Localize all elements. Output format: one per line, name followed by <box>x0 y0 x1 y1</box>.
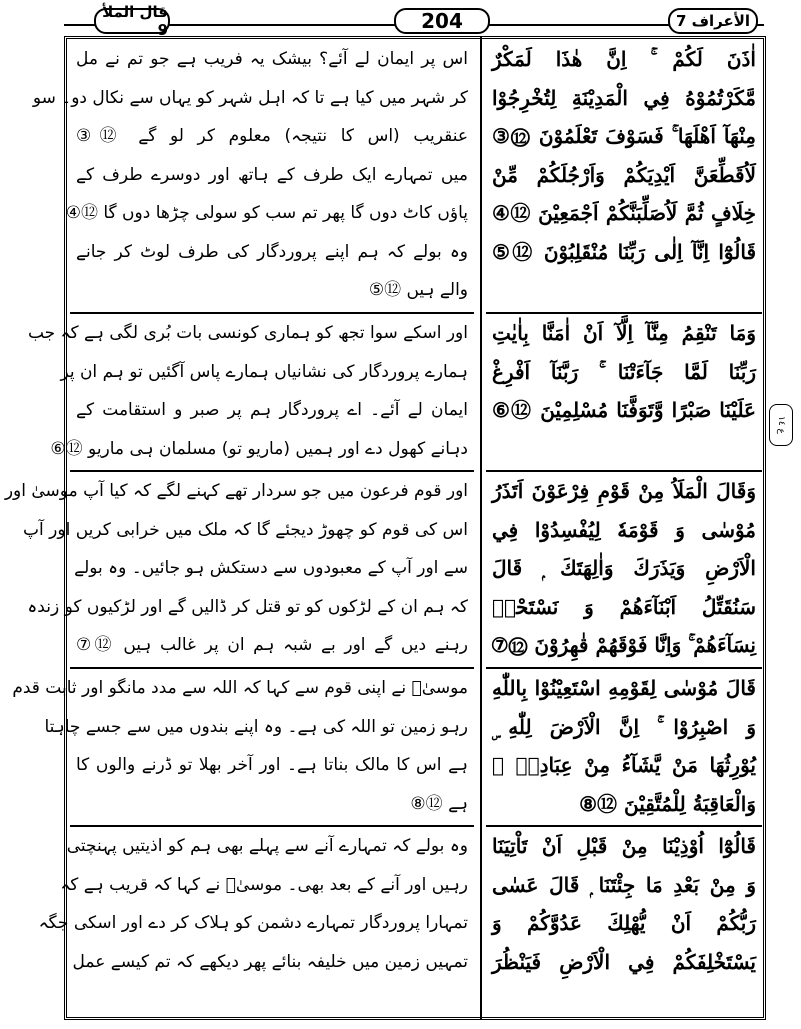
urdu-block-5 <box>38 827 474 1007</box>
arabic-line: وَ مِنْ بَعْدِ مَا جِئْتَنَا ۭ قَالَ عَسٰى <box>492 872 756 897</box>
urdu-line: اور قوم فرعون میں جو سردار تھے کہنے لگے کہ کیا آپ موسیٰ اور <box>4 481 468 501</box>
arabic-line: اٰذَنَ لَكُمْ ۚ اِنَّ هٰذَا لَمَكْرٌ <box>492 47 756 71</box>
arabic-line: الْاَرْضِ وَيَذَرَكَ وَاٰلِهَتَكَ ۭ قَالَ <box>492 556 756 580</box>
urdu-line: اس کی قوم کو چھوڑ دیجئے گا کہ ملک میں خرابی کریں اور آپ <box>23 519 468 540</box>
column-divider <box>480 36 482 1020</box>
ruku-marker: ع ١٤ <box>769 404 793 446</box>
surah-title: الأعراف 7 <box>668 8 758 34</box>
juz-title: قال الملأ 9 <box>94 8 170 34</box>
arabic-line: عَلَيْنَا صَبْرًا وَّتَوَفَّنَا مُسْلِمِيْنَ ⑫⑥ <box>492 398 756 422</box>
arabic-line: وَ اصْبِرُوْا ۚ اِنَّ الْاَرْضَ لِلّٰهِ ۣ <box>492 714 756 739</box>
arabic-line: وَالْعَاقِبَةُ لِلْمُتَّقِيْنَ ⑫⑧ <box>579 791 756 816</box>
urdu-line: عنقریب (اس کا نتیجہ) معلوم کر لو گے ⑫③ <box>76 126 468 146</box>
arabic-line: رَبِّنَا لَمَّا جَآءَتْنَا ۚ رَبَّنَآ اَفْرِغْ <box>492 359 756 384</box>
arabic-line: قَالَ مُوْسٰى لِقَوْمِهِ اسْتَعِيْنُوْا بِاللّٰهِ <box>492 676 756 700</box>
urdu-line: والے ہیں ⑫⑤ <box>368 280 468 300</box>
urdu-line: دہانے کھول دے اور ہمیں (ماریو تو) مسلمان ہی ماریو ⑫⑥ <box>50 438 468 459</box>
urdu-line: میں تمہارے ایک طرف کے ہاتھ اور دوسرے طرف کے <box>76 164 468 185</box>
urdu-line: سے اور آپ کے معبودوں سے دستکش ہو جائیں۔ وہ بولے <box>74 558 468 578</box>
urdu-line: وہ بولے کہ تمہارے آنے سے پہلے بھی ہم کو اذیتیں پہنچتی <box>66 836 468 856</box>
arabic-line: قَالُوْٓا اِنَّآ اِلٰى رَبِّنَا مُنْقَلِبُوْنَ ⑫⑤ <box>492 239 756 264</box>
arabic-line: سَنُقَتِّلُ اَبْنَآءَهُمْ وَ نَسْتَحْيٖ <box>492 594 756 619</box>
urdu-line: کہ ہم ان کے لڑکوں کو تو قتل کر ڈالیں گے اور لڑکیوں کو زندہ <box>27 596 468 617</box>
page-header <box>64 3 764 39</box>
urdu-line: ہے اس کا مالک بناتا ہے۔ اور آخر بھلا تو ڈرنے والوں کا <box>76 755 468 775</box>
arabic-block-3 <box>486 472 762 669</box>
arabic-line: نِسَآءَهُمْ ۚ وَاِنَّا فَوْقَهُمْ قٰهِرُوْنَ ⑫⑦ <box>490 633 756 657</box>
arabic-block-5 <box>486 827 762 1007</box>
urdu-line: اور اسکے سوا تجھ کو ہماری کونسی بات بُری لگی ہے کہ جب <box>27 323 468 343</box>
arabic-line: خِلَافٍ ثُمَّ لَاُصَلِّبَنَّكُمْ اَجْمَعِيْنَ ⑫④ <box>492 201 756 225</box>
arabic-line: مِنْهَآ اَهْلَهَا ۚ فَسَوْفَ تَعْلَمُوْنَ ⑫③ <box>492 124 756 148</box>
arabic-line: لَاُقَطِّعَنَّ اَيْدِيَكُمْ وَاَرْجُلَكُمْ مِّنْ <box>492 162 756 187</box>
urdu-line: ہمارے پروردگار کی نشانیاں ہمارے پاس آگئیں تو ہم ان پر <box>60 361 468 382</box>
urdu-line: اس پر ایمان لے آئے؟ بیشک یہ فریب ہے جو تم نے مل <box>76 49 468 69</box>
urdu-line: رہو زمین تو اللہ کی ہے۔ وہ اپنے بندوں میں سے جسے چاہتا <box>44 716 468 737</box>
urdu-line: تمہارا پروردگار تمہارے دشمن کو ہلاک کر دے اور اسکی جگہ <box>38 913 468 933</box>
urdu-block-1 <box>32 40 474 314</box>
arabic-block-2 <box>486 314 762 472</box>
arabic-line: يَسْتَخْلِفَكُمْ فِي الْاَرْضِ فَيَنْظُرَ <box>492 949 756 974</box>
urdu-block-2 <box>27 314 474 472</box>
arabic-line: وَمَا تَنْقِمُ مِنَّآ اِلَّآ اَنْ اٰمَنَّا بِاٰيٰتِ <box>492 321 756 345</box>
arabic-line: مُوْسٰى وَ قَوْمَهٗ لِيُفْسِدُوْا فِي <box>492 517 756 542</box>
urdu-line: رہنے دیں گے اور بے شبہ ہم ان پر غالب ہیں ⑫⑦ <box>76 635 468 655</box>
urdu-line: موسیٰؑ نے اپنی قوم سے کہا کہ اللہ سے مدد مانگو اور ثابت قدم <box>12 678 468 698</box>
urdu-line: رہیں اور آنے کے بعد بھی۔ موسیٰؑ نے کہا کہ قریب ہے کہ <box>60 874 468 895</box>
urdu-line: ایمان لے آئے۔ اے پروردگار ہم پر صبر و استقامت کے <box>76 400 468 420</box>
urdu-line: ہے ⑫⑧ <box>410 793 468 814</box>
urdu-line: کر شہر میں کیا ہے تا کہ اہل شہر کو یہاں سے نکال دو۔ سو <box>32 87 468 108</box>
arabic-line: مَّكَرْتُمُوْهُ فِي الْمَدِيْنَةِ لِتُخْرِجُوْا <box>492 85 756 110</box>
arabic-line: يُوْرِثُهَا مَنْ يَّشَآءُ مِنْ عِبَادِهٖ ۭ <box>492 753 756 777</box>
urdu-line: پاؤں کاٹ دوں گا پھر تم سب کو سولی چڑھا دوں گا ⑫④ <box>65 203 468 223</box>
urdu-line: تمہیں زمین میں خلیفہ بنائے پھر دیکھے کہ تم کیسے عمل <box>72 951 468 972</box>
arabic-line: قَالُوْٓا اُوْذِيْنَا مِنْ قَبْلِ اَنْ تَاْتِيَنَا <box>492 834 756 858</box>
page-number: 204 <box>394 8 490 34</box>
urdu-line: وہ بولے کہ ہم اپنے پروردگار کی طرف لوٹ کر جانے <box>76 241 468 262</box>
urdu-block-3 <box>4 472 474 669</box>
arabic-line: وَقَالَ الْمَلَاُ مِنْ قَوْمِ فِرْعَوْنَ اَتَذَرُ <box>492 479 756 503</box>
arabic-block-4 <box>486 669 762 827</box>
urdu-block-4 <box>12 669 474 827</box>
arabic-line: رَبُّكُمْ اَنْ يُّهْلِكَ عَدُوَّكُمْ وَ <box>492 911 756 935</box>
arabic-block-1 <box>486 40 762 314</box>
